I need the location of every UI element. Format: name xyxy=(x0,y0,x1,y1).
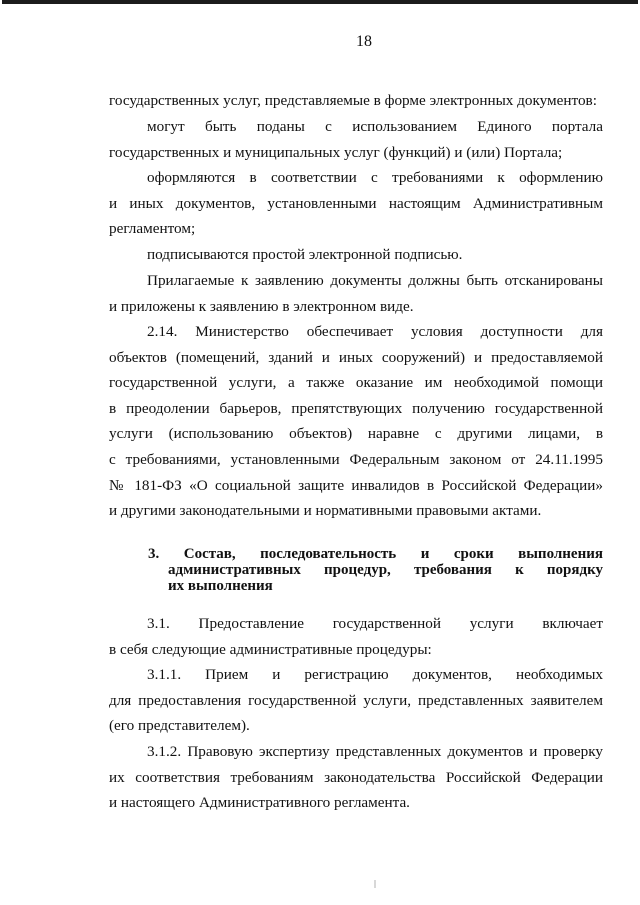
text-line: с требованиями, установленными Федеральным законом от 24.11.1995 xyxy=(109,450,603,468)
text-line: и другими законодательными и нормативными правовыми актами. xyxy=(109,502,542,520)
text-line: в себя следующие административные процедуры: xyxy=(109,640,432,658)
paragraph-formatted-per-requirements xyxy=(109,165,603,242)
text-line: для предоставления государственной услуги, представленных заявителем xyxy=(109,691,603,709)
paragraph-signed-electronically xyxy=(109,242,603,268)
text-line: государственных и муниципальных услуг (функций) и (или) Портала; xyxy=(109,143,563,161)
page-number: 18 xyxy=(356,33,372,50)
paragraph-3-1-procedures xyxy=(109,611,603,662)
scan-artifact xyxy=(374,880,376,888)
text-line: регламентом; xyxy=(109,220,196,238)
text-line: 3.1.2. Правовую экспертизу представленных документов и проверку xyxy=(147,743,603,760)
text-line: оформляются в соответствии с требованиями к оформлению xyxy=(147,169,603,186)
heading-line: их выполнения xyxy=(168,578,273,594)
paragraph-attached-documents xyxy=(109,268,603,319)
section-3-heading xyxy=(148,546,603,594)
text-line: (его представителем). xyxy=(109,717,250,735)
text-line: и настоящего Административного регламента. xyxy=(109,794,410,812)
text-line: Прилагаемые к заявлению документы должны быть отсканированы xyxy=(147,272,603,289)
text-line: государственной услуги, а также оказание им необходимой помощи xyxy=(109,374,603,392)
paragraph-3-1-2-legal-review xyxy=(109,739,603,816)
text-line: и приложены к заявлению в электронном виде. xyxy=(109,297,414,315)
text-line: 3.1. Предоставление государственной услуги включает xyxy=(147,615,603,632)
heading-line: административных процедур, требования к порядку xyxy=(168,562,603,578)
text-line: государственных услуг, представляемые в форме электронных документов: xyxy=(109,92,597,109)
text-line: их соответствия требованиям законодательства Российской Федерации xyxy=(109,768,603,786)
paragraph-services-electronic xyxy=(109,88,603,114)
text-line: и иных документов, установленными настоящим Административным xyxy=(109,194,603,212)
text-line: могут быть поданы с использованием Единого портала xyxy=(147,118,603,135)
text-line: объектов (помещений, зданий и иных сооружений) и предоставляемой xyxy=(109,348,603,366)
paragraph-3-1-1-reception xyxy=(109,662,603,739)
heading-line: 3. Состав, последовательность и сроки выполнения xyxy=(148,546,603,562)
text-line: в преодолении барьеров, препятствующих получению государственной xyxy=(109,399,603,417)
paragraph-may-be-submitted xyxy=(109,114,603,165)
top-border-rule xyxy=(2,0,638,4)
text-line: 3.1.1. Прием и регистрацию документов, необходимых xyxy=(147,666,603,683)
text-line: № 181-ФЗ «О социальной защите инвалидов в Российской Федерации» xyxy=(109,476,603,494)
text-line: 2.14. Министерство обеспечивает условия доступности для xyxy=(147,323,603,340)
text-line: услуги (использованию объектов) наравне с другими лицами, в xyxy=(109,425,603,443)
text-line: подписываются простой электронной подписью. xyxy=(147,246,463,263)
paragraph-2-14-accessibility xyxy=(109,319,603,524)
